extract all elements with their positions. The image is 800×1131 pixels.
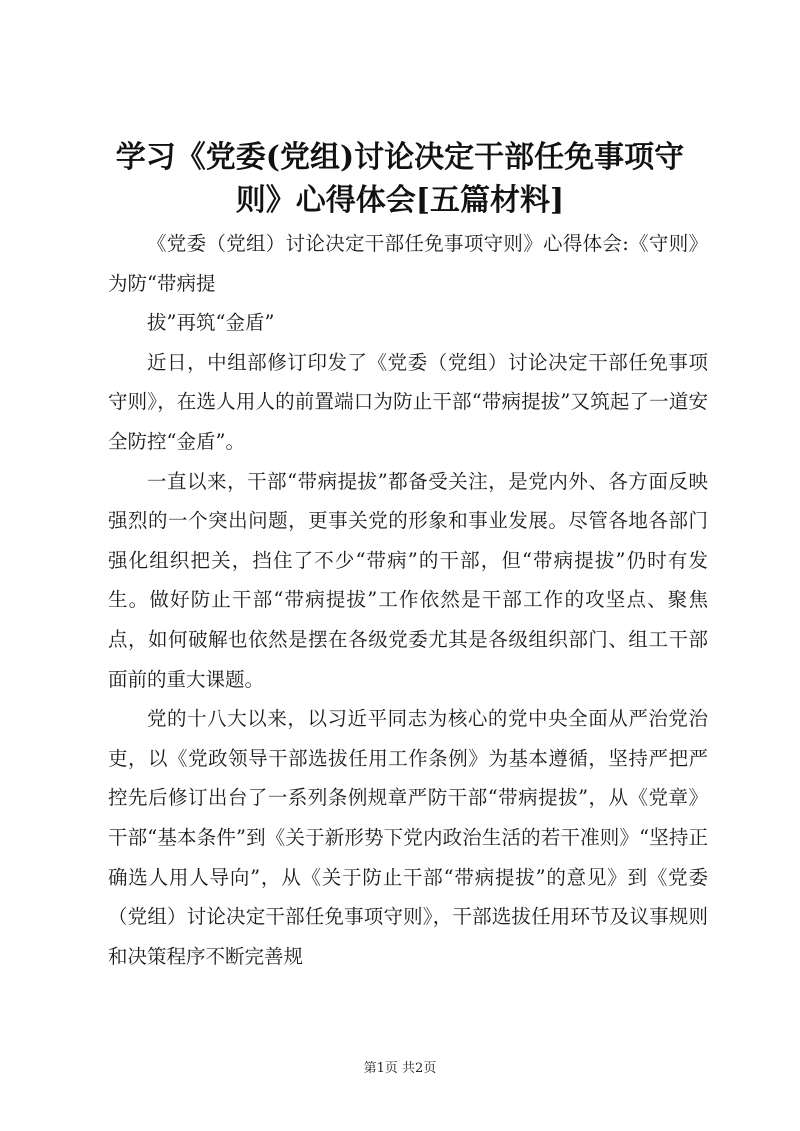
paragraph: 党的十八大以来，以习近平同志为核心的党中央全面从严治党治吏，以《党政领导干部选拔任用工作条例》为基本遵循，坚持严把严控先后修订出台了一系列条例规章严防干部“带病提拔”，从《党章》干部“基本条件”到《关于新形势下党内政治生活的若干准则》“坚持正确选人用人导向”，从《关于防止干部“带病提拔”的意见》到《党委（党组）讨论决定干部任免事项守则》，干部选拔任用环节及议事规则和决策程序不断完善规 [108, 707, 708, 968]
title-line-2: 则》心得体会[五篇材料] [235, 183, 565, 218]
page-number-footer: 第1页 共2页 [363, 1061, 437, 1076]
document-body [108, 224, 708, 976]
paragraph-intro: 《党委（党组）讨论决定干部任免事项守则》心得体会:《守则》为防“带病提 [108, 232, 708, 295]
paragraph: 一直以来，干部“带病提拔”都备受关注，是党内外、各方面反映强烈的一个突出问题，更事关党的形象和事业发展。尽管各地各部门强化组织把关，挡住了不少“带病”的干部，但“带病提拔”仍时有发生。做好防止干部“带病提拔”工作依然是干部工作的攻坚点、聚焦点，如何破解也依然是摆在各级党委尤其是各级组织部门、组工干部面前的重大课题。 [108, 469, 708, 691]
title-line-1: 学习《党委(党组)讨论决定干部任免事项守 [115, 140, 685, 175]
paragraph: 近日，中组部修订印发了《党委（党组）讨论决定干部任免事项守则》，在选人用人的前置端口为防止干部“带病提拔”又筑起了一道安全防控“金盾”。 [108, 350, 708, 453]
paragraph-subtitle: 拔”再筑“金盾” [147, 311, 275, 335]
page-title [100, 136, 700, 222]
